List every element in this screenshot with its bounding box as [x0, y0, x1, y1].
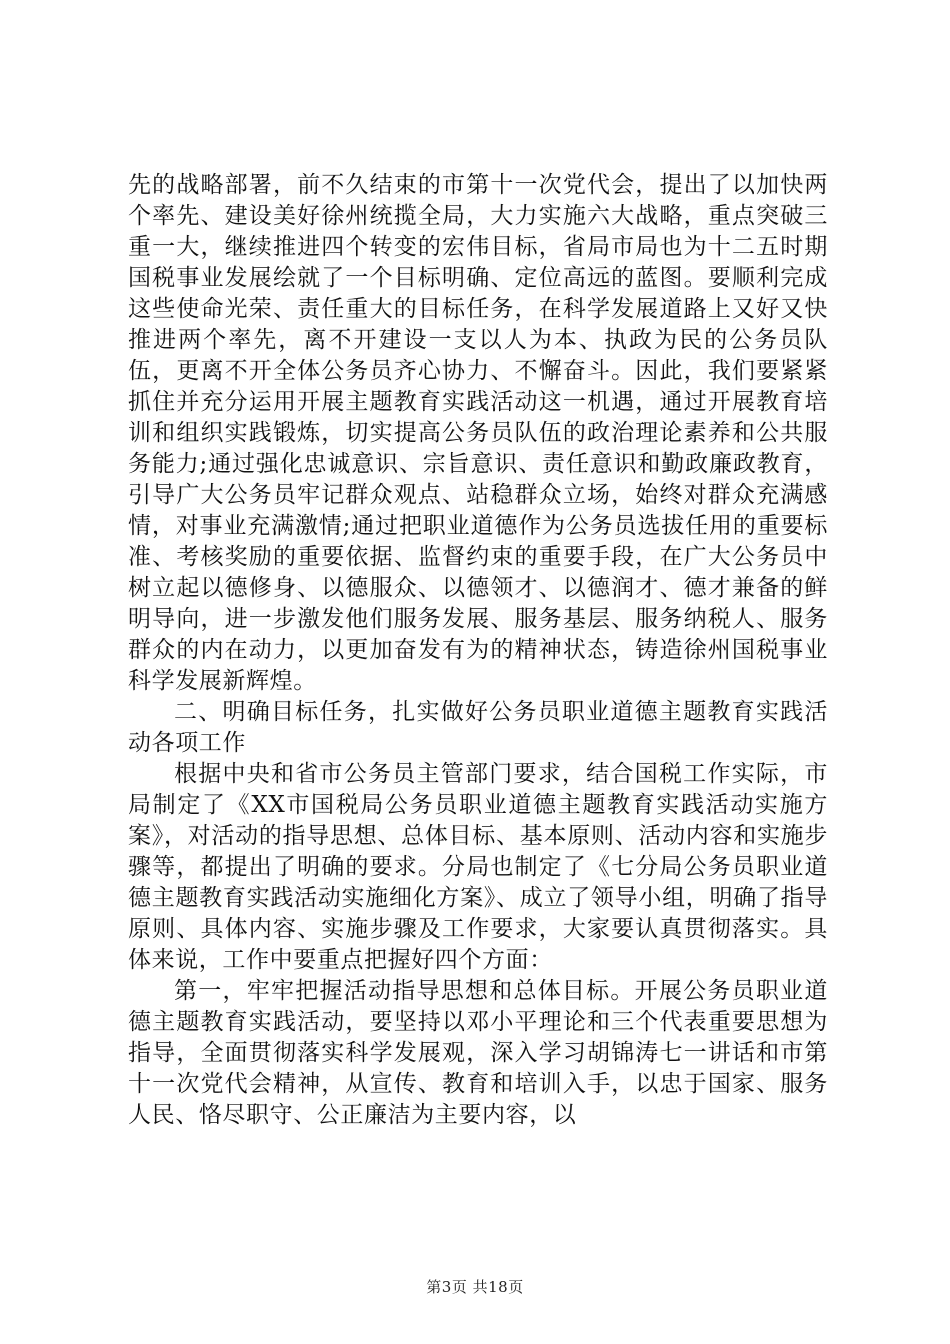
paragraph-first-point: 第一，牢牢把握活动指导思想和总体目标。开展公务员职业道德主题教育实践活动，要坚持以邓小平理论和三个代表重要思想为指导，全面贯彻落实科学发展观，深入学习胡锦涛七一讲话和市第十一次党代会精神，从宣传、教育和培训入手，以忠于国家、服务人民、恪尽职守、公正廉洁为主要内容，以 — [128, 978, 828, 1128]
section-heading: 二、明确目标任务，扎实做好公务员职业道德主题教育实践活动各项工作 — [128, 699, 828, 756]
paragraph-continuation: 先的战略部署，前不久结束的市第十一次党代会，提出了以加快两个率先、建设美好徐州统揽全局，大力实施六大战略，重点突破三重一大，继续推进四个转变的宏伟目标，省局市局也为十二五时期国税事业发展绘就了一个目标明确、定位高远的蓝图。要顺利完成这些使命光荣、责任重大的目标任务，在科学发展道路上又好又快推进两个率先，离不开建设一支以人为本、执政为民的公务员队伍，更离不开全体公务员齐心协力、不懈奋斗。因此，我们要紧紧抓住并充分运用开展主题教育实践活动这一机遇，通过开展教育培训和组织实践锻炼，切实提高公务员队伍的政治理论素养和公共服务能力;通过强化忠诚意识、宗旨意识、责任意识和勤政廉政教育，引导广大公务员牢记群众观点、站稳群众立场，始终对群众充满感情，对事业充满激情;通过把职业道德作为公务员选拔任用的重要标准、考核奖励的重要依据、监督约束的重要手段，在广大公务员中树立起以德修身、以德服众、以德领才、以德润才、德才兼备的鲜明导向，进一步激发他们服务发展、服务基层、服务纳税人、服务群众的内在动力，以更加奋发有为的精神状态，铸造徐州国税事业科学发展新辉煌。 — [128, 172, 828, 694]
page-number-footer: 第3页 共18页 — [426, 1278, 524, 1296]
paragraph-plan-description: 根据中央和省市公务员主管部门要求，结合国税工作实际，市局制定了《XX市国税局公务员职业道德主题教育实践活动实施方案》，对活动的指导思想、总体目标、基本原则、活动内容和实施步骤等，都提出了明确的要求。分局也制定了《七分局公务员职业道德主题教育实践活动实施细化方案》、成立了领导小组，明确了指导原则、具体内容、实施步骤及工作要求，大家要认真贯彻落实。具体来说，工作中要重点把握好四个方面： — [128, 761, 828, 973]
document-body — [128, 170, 828, 1131]
